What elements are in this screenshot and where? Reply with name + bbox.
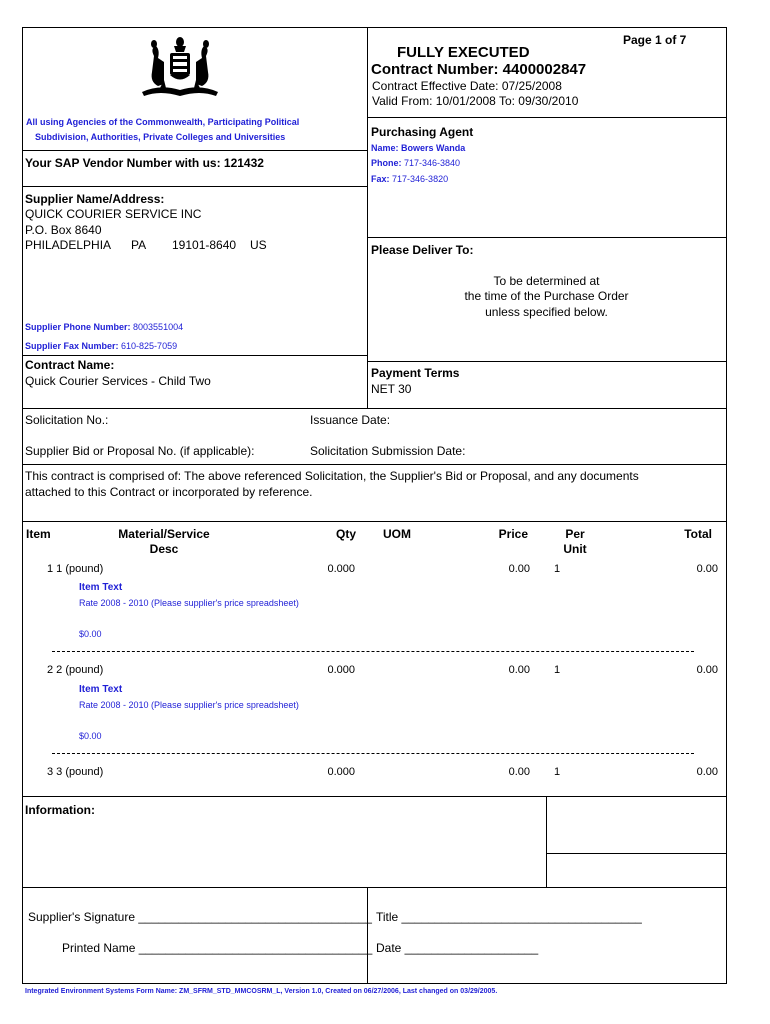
header-material-line2: Desc [149,542,179,556]
agent-phone-value: 717-346-3840 [404,158,461,168]
item-2-price: 0.00 [508,664,530,676]
item-2-id: 2 2 (pound) [47,664,104,676]
item-2-per: 1 [554,664,561,676]
item-2-separator [52,753,694,754]
submission-date-label: Solicitation Submission Date: [310,444,466,458]
frame-bottom [22,983,727,984]
item-1-price: 0.00 [508,563,530,575]
header-per-line1: Per [565,527,585,541]
supplier-city: PHILADELPHIA [25,238,112,252]
header-total: Total [684,527,712,541]
comprised-line2: attached to this Contract or incorporated by reference. [25,485,313,499]
divider-vendor-top [22,150,367,151]
divider-table-top [22,521,726,522]
contract-number: Contract Number: 4400002847 [371,61,587,78]
header-qty: Qty [335,527,356,541]
agent-name-value: Bowers Wanda [401,143,466,153]
information-title: Information: [25,803,95,817]
form-footer: Integrated Environment Systems Form Name: ZM_SFRM_STD_MMCOSRM_L, Version 1.0, Created on 06/27/2006, Last changed on 03/29/2005. [25,988,498,995]
item-2-amount: $0.00 [79,731,102,741]
header-per-line2: Unit [563,542,587,556]
header-uom: UOM [383,527,411,541]
item-1-total: 0.00 [696,563,718,575]
supplier-address1: P.O. Box 8640 [25,223,102,237]
frame-top [22,27,726,28]
header-item: Item [26,527,51,541]
agent-phone [371,158,460,168]
purchasing-agent-title: Purchasing Agent [371,125,474,139]
supplier-fax-label: Supplier Fax Number: [25,341,119,351]
supplier-country: US [250,238,267,252]
divider-supplier-top [22,186,367,187]
divider-sig-top [22,887,726,888]
item-2-qty: 0.000 [327,664,355,676]
supplier-bid-label: Supplier Bid or Proposal No. (if applicable): [25,444,255,458]
divider-comprised-top [22,464,726,465]
item-1-qty: 0.000 [327,563,355,575]
agent-name-label: Name: [371,143,399,153]
agent-fax [371,174,448,184]
divider-info-vertical [546,796,547,887]
comprised-line1: This contract is comprised of: The above referenced Solicitation, the Supplier's Bid or Proposal, and any documents [25,469,639,483]
contract-valid-dates: Valid From: 10/01/2008 To: 09/30/2010 [372,94,579,108]
payment-terms-title: Payment Terms [371,366,460,380]
payment-terms-value: NET 30 [371,382,412,396]
divider-solicitation-top [22,408,726,409]
contract-effective-date: Contract Effective Date: 07/25/2008 [372,79,562,93]
frame-right [726,27,727,983]
divider-vertical-top [367,27,368,409]
agent-phone-label: Phone: [371,158,402,168]
supplier-title: Supplier Name/Address: [25,192,165,206]
divider-info-top [22,796,726,797]
item-3-total: 0.00 [696,766,718,778]
divider-deliver-top [367,237,726,238]
supplier-phone [25,322,183,332]
agent-fax-value: 717-346-3820 [392,174,449,184]
divider-sig-vertical [367,887,368,983]
divider-contractname-top [22,355,367,356]
item-2-total: 0.00 [696,664,718,676]
divider-info-mid [546,853,726,854]
supplier-state: PA [131,238,147,252]
item-3-id: 3 3 (pound) [47,766,104,778]
frame-left [22,27,23,983]
agent-fax-label: Fax: [371,174,390,184]
supplier-name: QUICK COURIER SERVICE INC [25,207,202,221]
item-2-text: Rate 2008 - 2010 (Please supplier's price spreadsheet) [79,700,299,710]
coat-of-arms-icon [140,36,220,100]
deliver-title: Please Deliver To: [371,243,474,257]
supplier-fax-value: 610-825-7059 [121,341,178,351]
divider-agent-top [367,117,726,118]
supplier-zip: 19101-8640 [172,238,237,252]
agencies-line1: All using Agencies of the Commonwealth, Participating Political [26,117,300,127]
item-3-per: 1 [554,766,561,778]
deliver-line3: unless specified below. [485,305,608,319]
item-3-qty: 0.000 [327,766,355,778]
supplier-signature-field[interactable]: Supplier's Signature ___________________________________ [28,910,372,924]
supplier-phone-value: 8003551004 [133,322,184,332]
contract-name-title: Contract Name: [25,358,115,372]
supplier-phone-label: Supplier Phone Number: [25,322,131,332]
header-material-line1: Material/Service [118,527,210,541]
page-indicator: Page 1 of 7 [623,33,687,47]
item-1-text-label: Item Text [79,582,123,593]
contract-name-value: Quick Courier Services - Child Two [25,374,211,388]
divider-payment-top [367,361,726,362]
deliver-line2: the time of the Purchase Order [464,289,629,303]
printed-name-field[interactable]: Printed Name ___________________________________ [62,941,373,955]
item-1-separator [52,651,694,652]
title-field[interactable]: Title ____________________________________ [376,910,642,924]
deliver-line1: To be determined at [493,274,600,288]
item-1-id: 1 1 (pound) [47,563,104,575]
supplier-fax [25,341,177,351]
item-1-per: 1 [554,563,561,575]
item-1-amount: $0.00 [79,629,102,639]
status-title: FULLY EXECUTED [397,44,530,61]
solicitation-no-label: Solicitation No.: [25,413,109,427]
item-3-price: 0.00 [508,766,530,778]
date-field[interactable]: Date ____________________ [376,941,539,955]
item-1-text: Rate 2008 - 2010 (Please supplier's price spreadsheet) [79,598,299,608]
item-2-text-label: Item Text [79,684,123,695]
issuance-date-label: Issuance Date: [310,413,391,427]
agencies-line2: Subdivision, Authorities, Private Colleges and Universities [35,132,286,142]
agent-name [371,143,465,153]
vendor-number: Your SAP Vendor Number with us: 121432 [25,156,264,170]
header-price: Price [498,527,528,541]
